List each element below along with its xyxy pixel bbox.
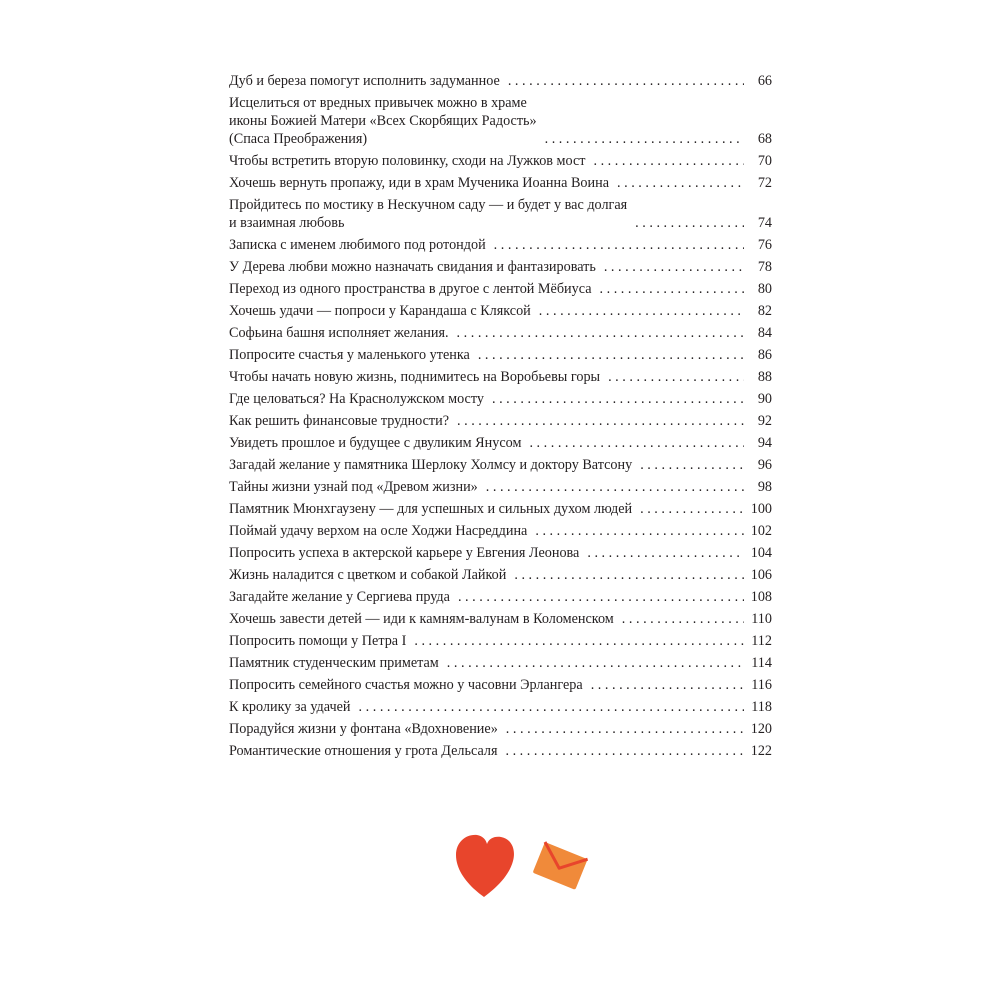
toc-entry-title-line: Переход из одного пространства в другое с лентой Мёбиуса (229, 281, 592, 297)
toc-entry-title-line: Попросите счастья у маленького утенка (229, 347, 470, 363)
toc-entry-title-line: (Спаса Преображения) (229, 131, 368, 147)
toc-page-number: 120 (750, 721, 772, 737)
toc-page-number: 98 (757, 479, 772, 495)
toc-entry-title-line: Как решить финансовые трудности? (229, 413, 449, 429)
toc-page-number: 76 (757, 237, 772, 253)
toc-page-number: 104 (750, 545, 772, 561)
toc-page-number: 70 (757, 153, 772, 169)
toc-entry-title-line: иконы Божией Матери «Всех Скорбящих Радость» (229, 113, 537, 129)
toc-page-number: 110 (751, 611, 772, 627)
toc-entry-title-line: Чтобы встретить вторую половинку, сходи на Лужков мост (229, 153, 586, 169)
toc-entry-title-line: Порадуйся жизни у фонтана «Вдохновение» (229, 721, 498, 737)
toc-page-number: 96 (757, 457, 772, 473)
toc-page-number: 94 (757, 435, 772, 451)
toc-page-number: 66 (757, 73, 772, 89)
toc-entry-title-line: Пройдитесь по мостику в Нескучном саду — и будет у вас долгая (229, 197, 628, 213)
toc-entry-title-line: и взаимная любовь (229, 215, 345, 231)
toc-page-number: 82 (757, 303, 772, 319)
toc-entry-title-line: Романтические отношения у грота Дельсаля (229, 743, 498, 759)
toc-page-number: 88 (757, 369, 772, 385)
toc-entry-title-line: Памятник студенческим приметам (229, 655, 439, 671)
toc-entry-title-line: Софьина башня исполняет желания. (229, 325, 449, 341)
toc-entry-title-line: Дуб и береза помогут исполнить задуманное (229, 73, 500, 89)
toc-entry-title-line: Хочешь завести детей — иди к камням-валунам в Коломенском (229, 611, 614, 627)
toc-page-number: 90 (757, 391, 772, 407)
toc-page-number: 108 (750, 589, 772, 605)
toc-entry-title-line: Загадай желание у памятника Шерлоку Холмсу и доктору Ватсону (229, 457, 633, 473)
toc-entry-title-line: У Дерева любви можно назначать свидания и фантазировать (229, 259, 596, 275)
toc-entry-title-line: Загадайте желание у Сергиева пруда (229, 589, 450, 605)
toc-entry-title-line: Хочешь вернуть пропажу, иди в храм Мученика Иоанна Воина (229, 175, 610, 191)
toc-entry-title-line: Исцелиться от вредных привычек можно в храме (229, 95, 527, 111)
toc-entry-title-line: Попросить успеха в актерской карьере у Евгения Леонова (229, 545, 580, 561)
toc-entry-title-line: Поймай удачу верхом на осле Ходжи Насреддина (229, 523, 528, 539)
toc-page-number: 78 (757, 259, 772, 275)
toc-entry-title-line: Записка с именем любимого под ротондой (229, 237, 486, 253)
toc-entry-title-line: Жизнь наладится с цветком и собакой Лайкой (229, 567, 507, 583)
toc-page-number: 116 (751, 677, 772, 693)
toc-entry-title-line: Хочешь удачи — попроси у Карандаша с Кляксой (229, 303, 531, 319)
toc-page-number: 122 (750, 743, 772, 759)
toc-page-number: 102 (750, 523, 772, 539)
toc-page-number: 92 (757, 413, 772, 429)
toc-page-number: 100 (750, 501, 772, 517)
toc-page-number: 74 (757, 215, 772, 231)
toc-page-number: 86 (757, 347, 772, 363)
toc-page-number: 72 (757, 175, 772, 191)
toc-entry-title-line: Тайны жизни узнай под «Древом жизни» (229, 479, 478, 495)
toc-entry-title-line: Чтобы начать новую жизнь, поднимитесь на Воробьевы горы (229, 369, 601, 385)
toc-page-number: 112 (751, 633, 772, 649)
toc-page-number: 114 (751, 655, 772, 671)
toc-entry-title-line: К кролику за удачей (229, 699, 351, 715)
toc-entry-title-line: Где целоваться? На Краснолужском мосту (229, 391, 484, 407)
toc-page-number: 80 (757, 281, 772, 297)
envelope-icon (533, 842, 588, 890)
toc-entry-title-line: Увидеть прошлое и будущее с двуликим Янусом (229, 435, 522, 451)
toc-page-number: 68 (757, 131, 772, 147)
toc-page-number: 118 (751, 699, 772, 715)
toc-entry-title-line: Попросить семейного счастья можно у часовни Эрлангера (229, 677, 583, 693)
toc-page-number: 106 (750, 567, 772, 583)
heart-icon (456, 835, 514, 897)
toc-page-number: 84 (757, 325, 772, 341)
toc-entry-title-line: Попросить помощи у Петра I (229, 633, 407, 649)
toc-entry-title-line: Памятник Мюнхгаузену — для успешных и сильных духом людей (229, 501, 633, 517)
